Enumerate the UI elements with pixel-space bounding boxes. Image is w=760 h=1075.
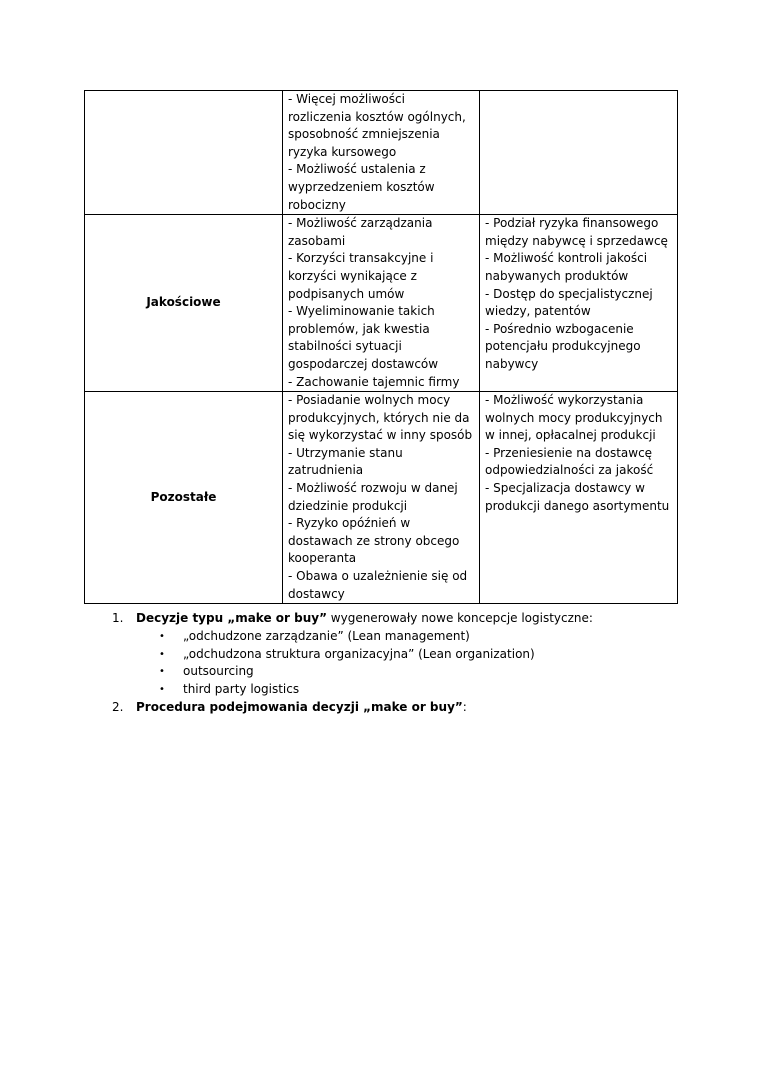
- row-label-jakosciowe: Jakościowe: [85, 215, 283, 392]
- table-row: [85, 215, 678, 392]
- cell-line: - Dostęp do specjalistycznej: [485, 286, 653, 301]
- cell-line: w innej, opłacalnej produkcji: [485, 428, 656, 443]
- cell-line: odpowiedzialności za jakość: [485, 463, 654, 478]
- cell-line: - Wyeliminowanie takich: [288, 304, 435, 319]
- cell-line: między nabywcę i sprzedawcę: [485, 233, 668, 248]
- cell-line: - Obawa o uzależnienie się od: [288, 569, 468, 584]
- cell-line: robocizny: [288, 197, 346, 212]
- cell-line: - Podział ryzyka finansowego: [485, 216, 659, 231]
- col2-cell: [283, 392, 480, 604]
- cell-line: podpisanych umów: [288, 286, 405, 301]
- cell-line: sposobność zmniejszenia: [288, 127, 440, 142]
- cell-line: produkcji danego asortymentu: [485, 498, 670, 513]
- bullet-item: [112, 663, 712, 681]
- bullet-text: „odchudzona struktura organizacyjna” (Lean organization): [183, 646, 535, 661]
- bullet-item: [112, 646, 712, 664]
- list-item-text: [136, 699, 467, 717]
- cell-line: się wykorzystać w inny sposób: [288, 428, 473, 443]
- list-number: 2.: [112, 699, 124, 714]
- cell-line: dostawach ze strony obcego: [288, 533, 460, 548]
- cell-line: dostawcy: [288, 586, 345, 601]
- cell-line: dziedzinie produkcji: [288, 498, 408, 513]
- bullet-text: outsourcing: [183, 664, 254, 679]
- cell-line: - Możliwość ustalenia z: [288, 162, 426, 177]
- cell-line: - Pośrednio wzbogacenie: [485, 321, 634, 336]
- list-number: 1.: [112, 611, 124, 625]
- cell-line: wiedzy, patentów: [485, 304, 591, 319]
- col3-cell: [480, 91, 678, 215]
- list-item-rest: wygenerowały nowe koncepcje logistyczne:: [326, 611, 593, 625]
- cell-line: - Utrzymanie stanu: [288, 445, 403, 460]
- cell-line: stabilności sytuacji: [288, 339, 402, 354]
- make-or-buy-table: [84, 90, 678, 604]
- list-item: [112, 610, 712, 628]
- cell-line: problemów, jak kwestia: [288, 321, 430, 336]
- cell-line: - Możliwość zarządzania: [288, 216, 433, 231]
- col3-cell: [480, 215, 678, 392]
- col2-cell: [283, 91, 480, 215]
- cell-line: ryzyka kursowego: [288, 144, 397, 159]
- cell-line: zasobami: [288, 233, 346, 248]
- row-label: [85, 91, 283, 215]
- bullet-icon: •: [159, 684, 165, 696]
- cell-line: nabywcy: [485, 356, 539, 371]
- bullet-icon: •: [159, 648, 165, 660]
- cell-line: - Ryzyko opóźnień w: [288, 516, 411, 531]
- row-label-pozostale: Pozostałe: [85, 392, 283, 604]
- list-item: [112, 699, 712, 717]
- bullet-text: third party logistics: [183, 682, 300, 697]
- cell-line: - Zachowanie tajemnic firmy: [288, 374, 460, 389]
- cell-line: wolnych mocy produkcyjnych: [485, 410, 663, 425]
- cell-line: - Możliwość rozwoju w danej: [288, 481, 458, 496]
- list-item-text: [136, 610, 593, 628]
- bullet-item: [112, 681, 712, 699]
- list-item-bold: Procedura podejmowania decyzji „make or buy”: [136, 699, 463, 714]
- cell-line: - Korzyści transakcyjne i: [288, 251, 434, 266]
- cell-line: - Posiadanie wolnych mocy: [288, 393, 451, 408]
- cell-line: nabywanych produktów: [485, 268, 629, 283]
- cell-line: - Możliwość wykorzystania: [485, 393, 644, 408]
- table-row: [85, 91, 678, 215]
- cell-line: kooperanta: [288, 551, 357, 566]
- numbered-list: [112, 610, 712, 717]
- cell-line: - Przeniesienie na dostawcę: [485, 445, 653, 460]
- bullet-item: [112, 628, 712, 646]
- cell-line: rozliczenia kosztów ogólnych,: [288, 109, 466, 124]
- cell-line: gospodarczej dostawców: [288, 356, 439, 371]
- cell-line: korzyści wynikające z: [288, 268, 417, 283]
- cell-line: wyprzedzeniem kosztów: [288, 179, 435, 194]
- cell-line: - Więcej możliwości: [288, 92, 405, 106]
- col2-cell: [283, 215, 480, 392]
- bullet-icon: •: [159, 666, 165, 678]
- table-row: [85, 392, 678, 604]
- cell-line: potencjału produkcyjnego: [485, 339, 641, 354]
- cell-line: zatrudnienia: [288, 463, 364, 478]
- cell-line: produkcyjnych, których nie da: [288, 410, 470, 425]
- col3-cell: [480, 392, 678, 604]
- bullet-icon: •: [159, 630, 165, 642]
- list-item-rest: :: [462, 699, 467, 714]
- cell-line: - Możliwość kontroli jakości: [485, 251, 648, 266]
- list-item-bold: Decyzje typu „make or buy”: [136, 611, 327, 625]
- bullet-text: „odchudzone zarządzanie” (Lean management): [183, 628, 470, 643]
- cell-line: - Specjalizacja dostawcy w: [485, 481, 645, 496]
